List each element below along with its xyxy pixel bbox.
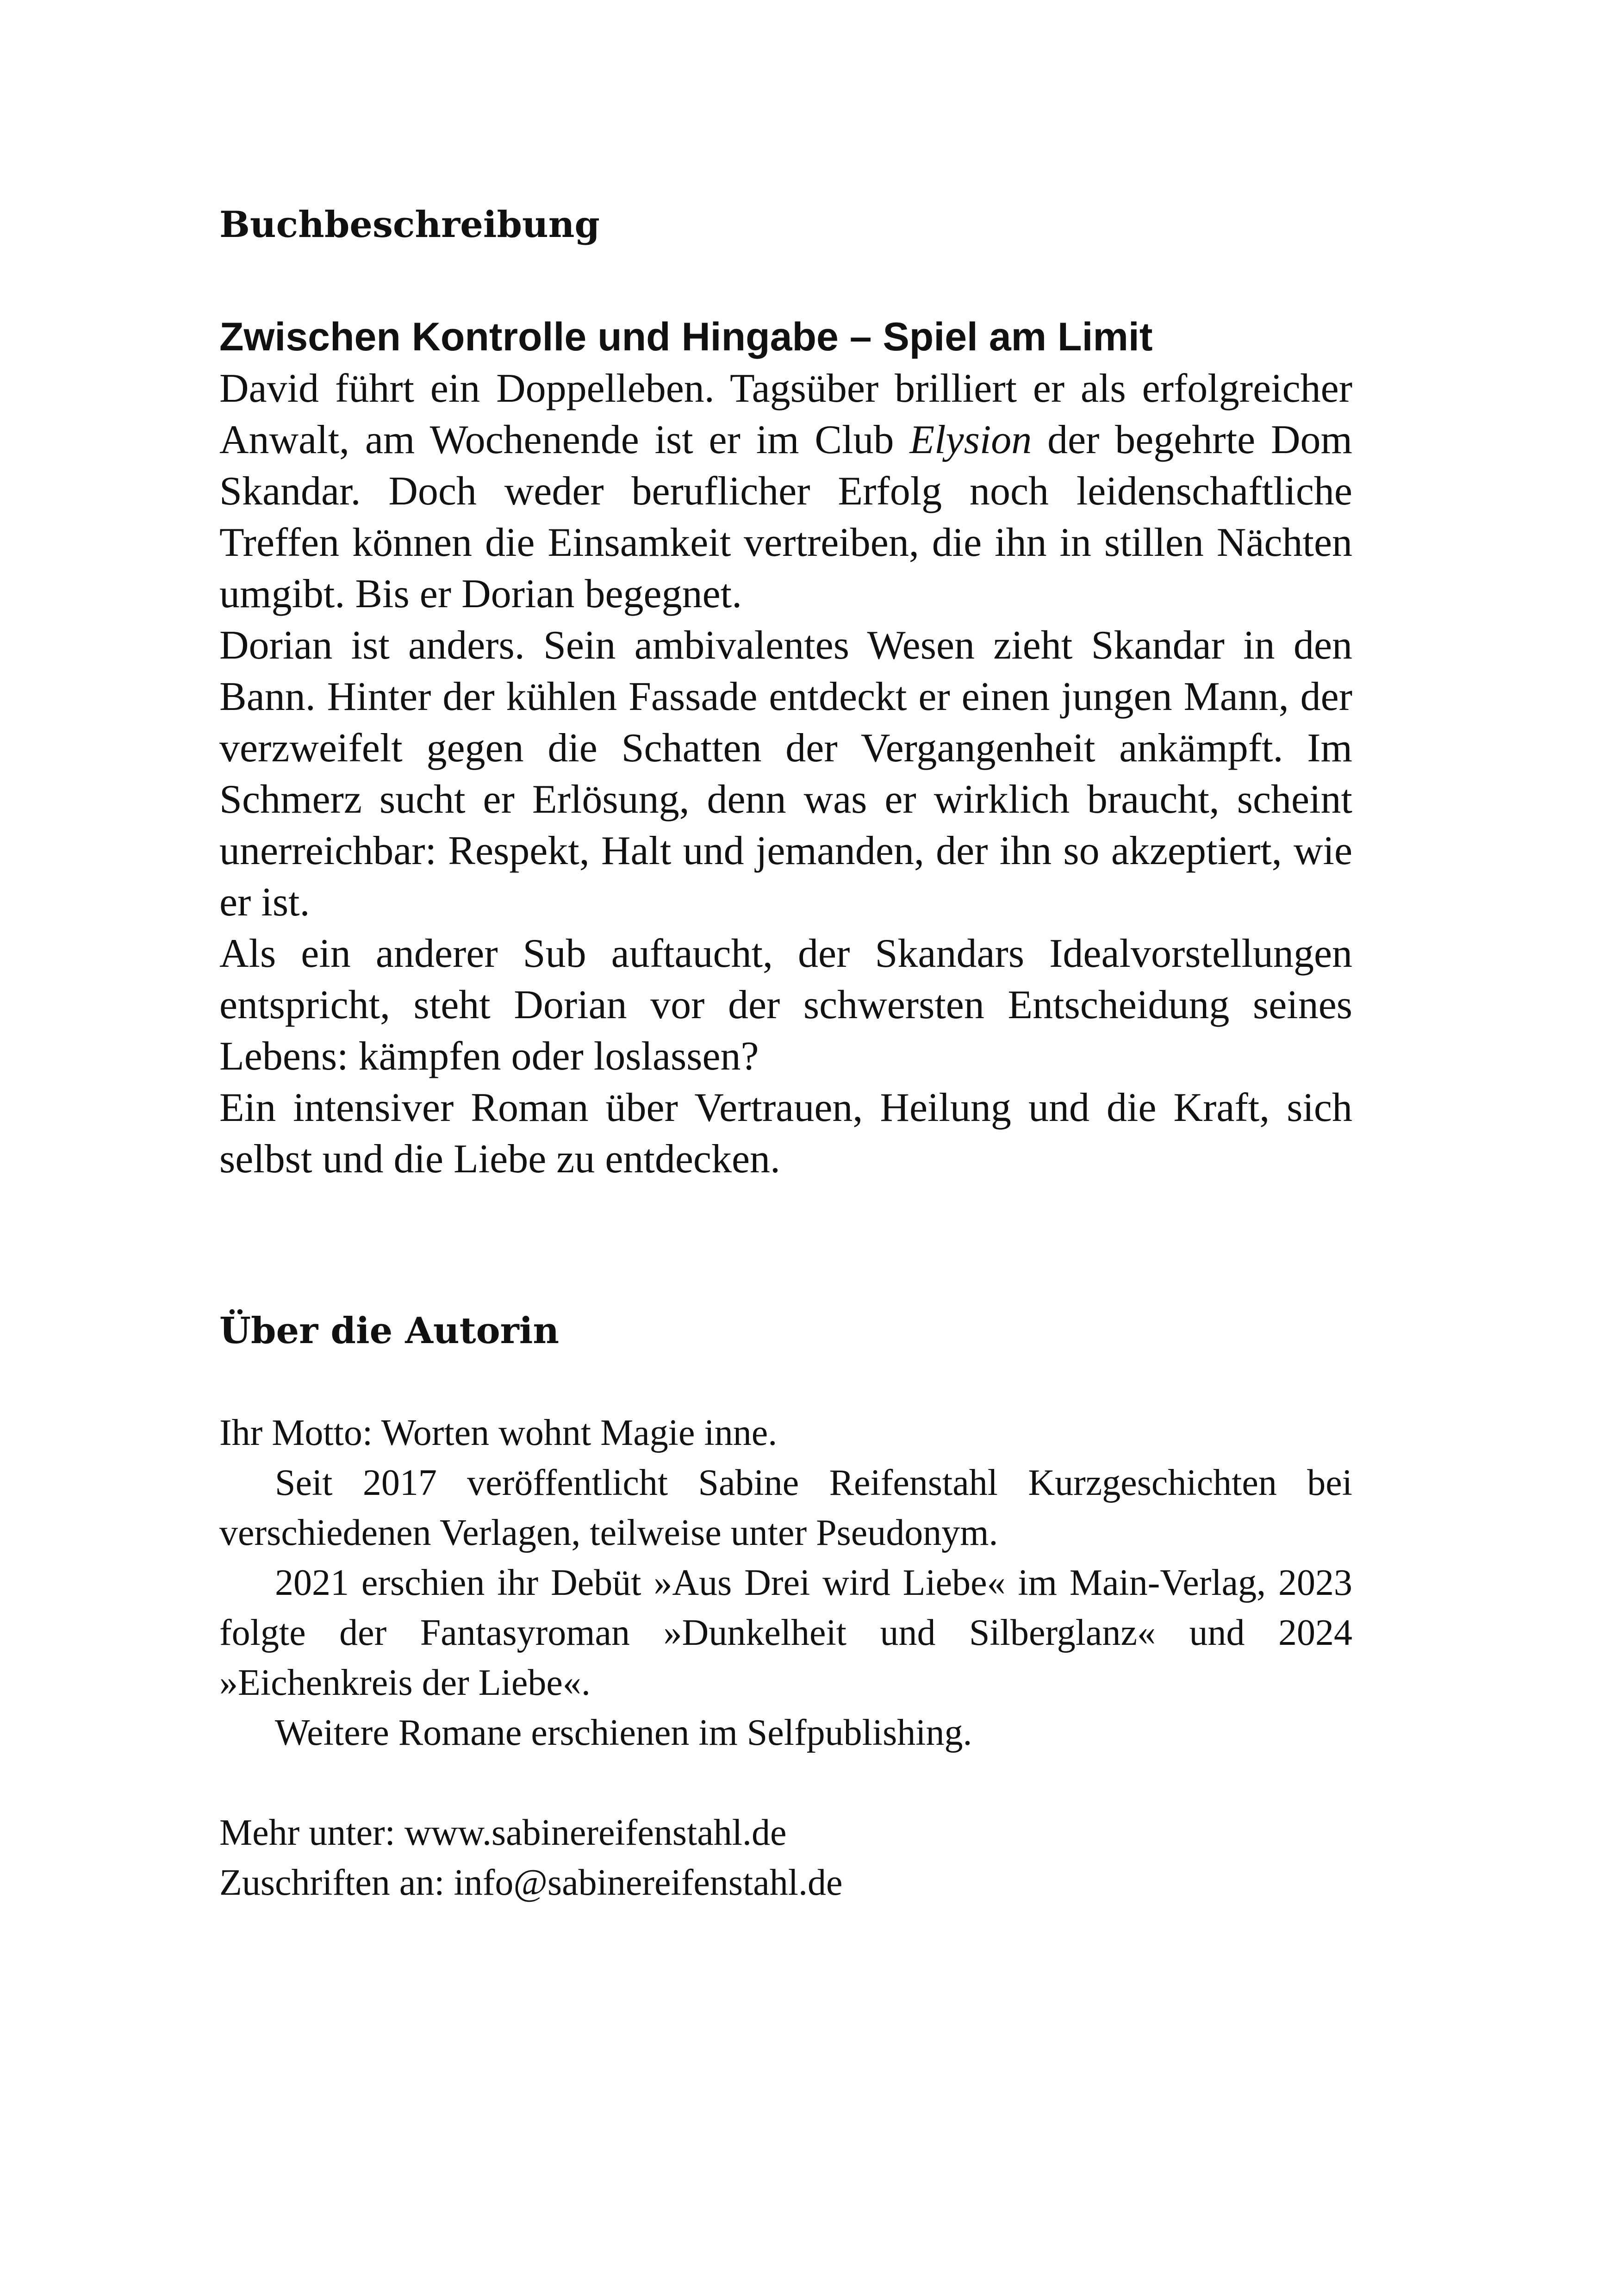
book-description-section bbox=[219, 199, 1352, 1185]
book-description-heading: Buchbeschreibung bbox=[219, 204, 600, 246]
book-page bbox=[219, 199, 1352, 1908]
author-section bbox=[219, 1305, 1352, 1908]
author-heading: Über die Autorin bbox=[219, 1310, 560, 1352]
club-name: Elysion bbox=[909, 417, 1032, 462]
blurb-paragraph: Als ein anderer Sub auftaucht, der Skandars Idealvorstellungen entspricht, steht Dorian vor der schwersten Entscheidung seines Lebens: kämpfen oder loslassen? bbox=[219, 931, 1352, 1079]
blurb-paragraph: Ein intensiver Roman über Vertrauen, Heilung und die Kraft, sich selbst und die Liebe zu entdecken. bbox=[219, 1085, 1352, 1182]
blurb-text: David führt ein Doppelleben. Tagsüber brilliert er als erfolgreicher Anwalt, am Wochenende ist er im Club bbox=[219, 366, 1352, 462]
bio-paragraph: Seit 2017 veröffentlicht Sabine Reifenstahl Kurzgeschichten bei verschiedenen Verlagen, teilweise unter Pseudonym. bbox=[219, 1462, 1352, 1553]
author-contact bbox=[219, 1808, 1352, 1908]
blurb-paragraph: Dorian ist anders. Sein ambivalentes Wesen zieht Skandar in den Bann. Hinter der kühlen Fassade entdeckt er einen jungen Mann, der verzweifelt gegen die Schatten der Vergangenheit ankämpft. Im Schmerz sucht er Erlösung, denn was er wirklich braucht, scheint unerreichbar: Respekt, Halt und jemanden, der ihn so akzeptiert, wie er ist. bbox=[219, 623, 1352, 925]
book-subtitle: Zwischen Kontrolle und Hingabe – Spiel am Limit bbox=[219, 315, 1153, 359]
book-blurb bbox=[219, 363, 1352, 1185]
author-bio bbox=[219, 1408, 1352, 1758]
bio-paragraph: 2021 erschien ihr Debüt »Aus Drei wird Liebe« im Main-Verlag, 2023 folgte der Fantasyroman »Dunkelheit und Silberglanz« und 2024 »Eichenkreis der Liebe«. bbox=[219, 1562, 1352, 1703]
bio-paragraph: Weitere Romane erschienen im Selfpublishing. bbox=[275, 1712, 972, 1753]
blurb-paragraph bbox=[219, 363, 1352, 620]
email-line: Zuschriften an: info@sabinereifenstahl.de bbox=[219, 1862, 843, 1903]
blurb-text: der begehrte Dom Skandar. Doch weder beruflicher Erfolg noch leidenschaftliche Treffen können die Einsamkeit vertreiben, die ihn in stillen Nächten umgibt. Bis er Dorian begegnet. bbox=[219, 417, 1352, 616]
bio-paragraph: Ihr Motto: Worten wohnt Magie inne. bbox=[219, 1412, 778, 1453]
website-line: Mehr unter: www.sabinereifenstahl.de bbox=[219, 1812, 787, 1853]
